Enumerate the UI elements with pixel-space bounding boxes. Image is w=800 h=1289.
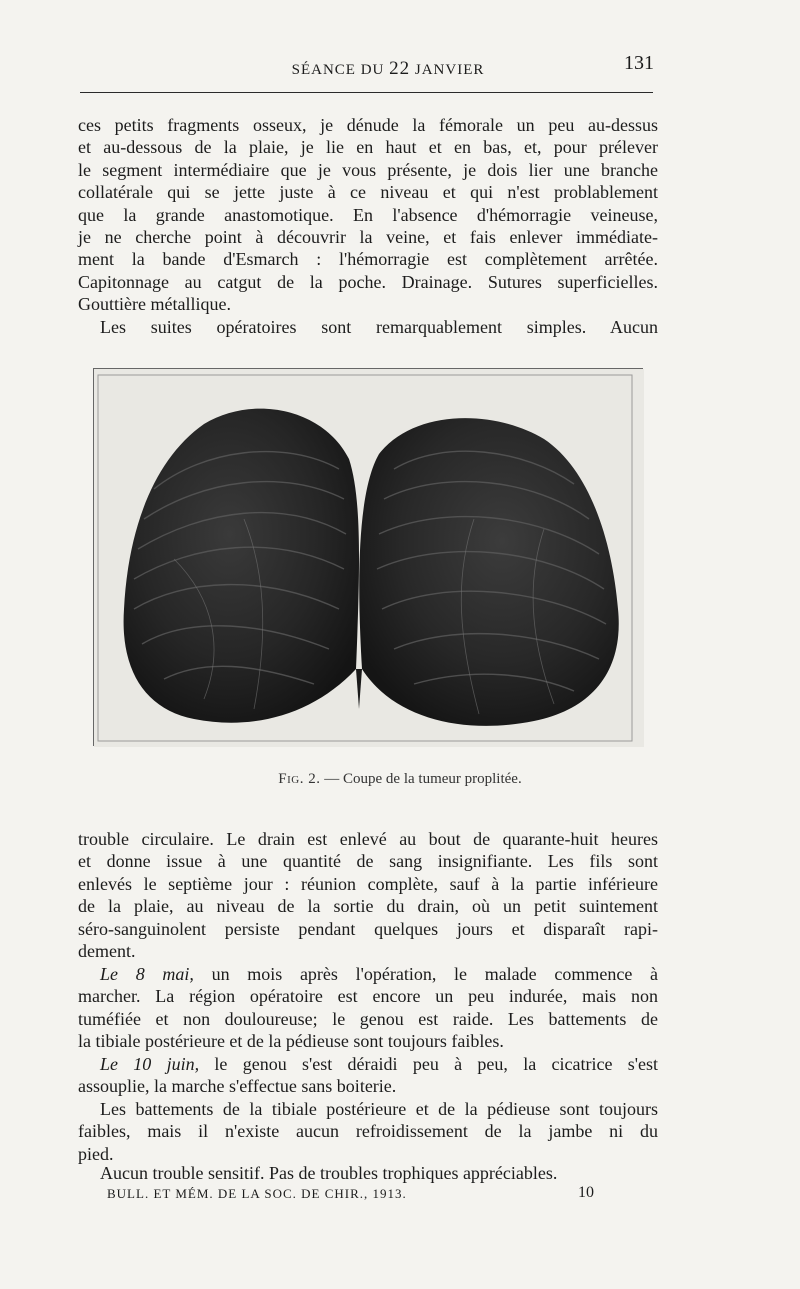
running-title-pre: SÉANCE DU xyxy=(291,62,390,78)
text-line xyxy=(78,963,658,985)
text-line: trouble circulaire. Le drain est enlevé au bout de quarante-huit heures xyxy=(78,829,658,849)
text-line: de la plaie, au niveau de la sortie du drain, où un petit suintement xyxy=(78,896,658,917)
tumor-cross-section-image xyxy=(94,369,644,747)
figure-caption-text: — Coupe de la tumeur proplitée. xyxy=(320,771,522,787)
signature-mark: 10 xyxy=(578,1184,594,1201)
paragraph-7 xyxy=(78,1162,658,1184)
text-line: ces petits fragments osseux, je dénude la fémorale un peu au-dessus xyxy=(78,115,658,135)
paragraph-5 xyxy=(78,1053,658,1098)
text-line: collatérale qui se jette juste à ce niveau et qui n'est problablement xyxy=(78,182,658,203)
text-line: la tibiale postérieure et de la pédieuse sont toujours faibles. xyxy=(78,1031,504,1052)
text-line: ment la bande d'Esmarch : l'hémorragie est complètement arrêtée. xyxy=(78,249,658,270)
text-line: Capitonnage au catgut de la poche. Drainage. Sutures superficielles. xyxy=(78,271,658,292)
text-line: et donne issue à une quantité de sang insignifiante. Les fils sont xyxy=(78,851,658,872)
text-line: Les suites opératoires sont remarquablement simples. Aucun xyxy=(100,317,658,337)
text-line: assouplie, la marche s'effectue sans boiterie. xyxy=(78,1076,397,1097)
paragraph-4 xyxy=(78,963,658,1053)
figure-caption xyxy=(0,771,800,788)
paragraph-1 xyxy=(78,114,658,316)
page-header xyxy=(78,52,656,82)
running-title xyxy=(273,58,503,80)
header-rule xyxy=(80,92,653,93)
text-line: faibles, mais il n'existe aucun refroidissement de la jambe ni du xyxy=(78,1121,658,1142)
footer-citation: BULL. ET MÉM. DE LA SOC. DE CHIR., 1913. xyxy=(107,1186,407,1201)
figure-label: Fig. 2. xyxy=(278,771,321,787)
text-line xyxy=(78,1053,658,1075)
figure-photograph xyxy=(93,368,643,746)
text-line: marcher. La région opératoire est encore un peu indurée, mais non xyxy=(78,986,658,1007)
paragraph-3 xyxy=(78,828,658,962)
date-label: Le 8 mai, xyxy=(100,964,194,984)
text-fragment: le genou s'est déraidi peu à peu, la cicatrice s'est xyxy=(199,1054,658,1074)
text-line: séro-sanguinolent persiste pendant quelques jours et disparaît rapi- xyxy=(78,918,658,939)
text-line: enlevés le septième jour : réunion complète, sauf à la partie inférieure xyxy=(78,873,658,894)
text-line: et au-dessous de la plaie, je lie en haut et en bas, et, pour prélever xyxy=(78,137,658,158)
text-line: tuméfiée et non douloureuse; le genou est raide. Les battements de xyxy=(78,1008,658,1029)
text-line: Les battements de la tibiale postérieure et de la pédieuse sont toujours xyxy=(100,1099,658,1119)
date-label: Le 10 juin, xyxy=(100,1054,200,1074)
text-line: Aucun trouble sensitif. Pas de troubles trophiques appréciables. xyxy=(100,1163,558,1183)
running-title-date: 22 xyxy=(389,58,411,79)
paragraph-6 xyxy=(78,1098,658,1165)
page-number: 131 xyxy=(624,52,654,74)
text-line: je ne cherche point à découvrir la veine, et fais enlever immédiate- xyxy=(78,227,658,248)
paragraph-2 xyxy=(78,316,658,338)
text-line: Gouttière métallique. xyxy=(78,294,231,315)
text-fragment: un mois après l'opération, le malade commence à xyxy=(193,964,658,984)
running-title-post: JANVIER xyxy=(410,62,485,78)
text-line: dement. xyxy=(78,941,136,962)
text-line: pied. xyxy=(78,1143,114,1164)
text-line: le segment intermédiaire que je vous présente, je dois lier une branche xyxy=(78,159,658,180)
text-line: que la grande anastomotique. En l'absence d'hémorragie veineuse, xyxy=(78,204,658,225)
